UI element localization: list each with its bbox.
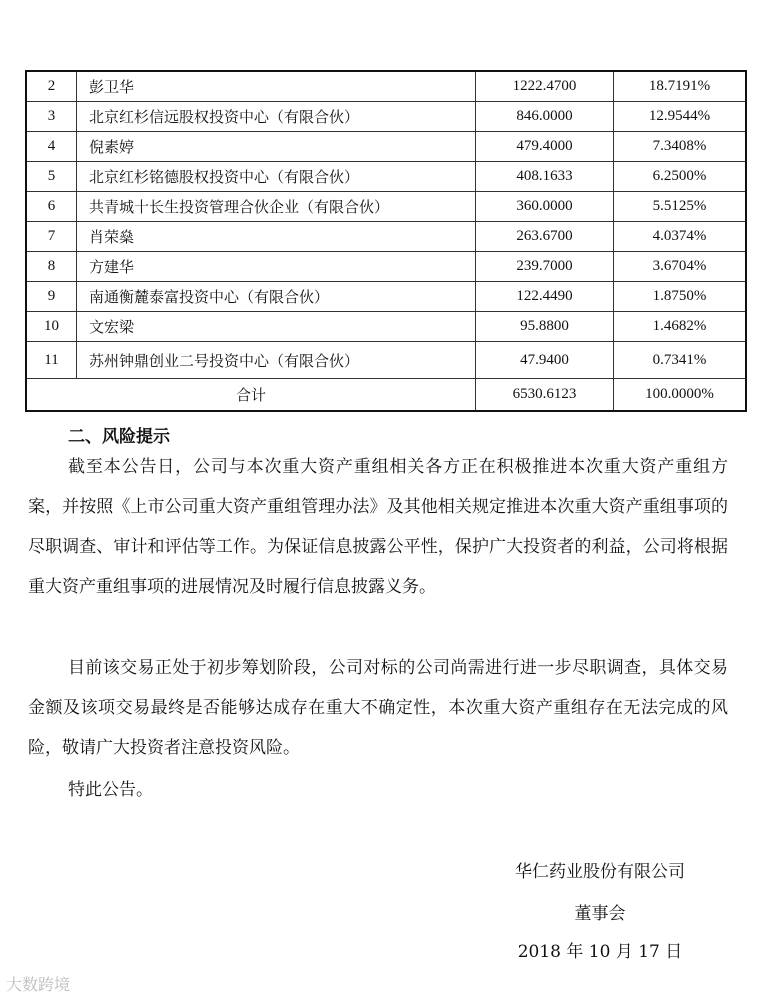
share-ratio: 3.6704% bbox=[614, 252, 747, 282]
table-row bbox=[26, 312, 746, 342]
shareholder-name: 北京红杉信远股权投资中心（有限合伙） bbox=[77, 102, 476, 132]
shareholder-name: 肖荣燊 bbox=[77, 222, 476, 252]
share-amount: 47.9400 bbox=[476, 342, 614, 379]
table-row bbox=[26, 252, 746, 282]
share-amount: 1222.4700 bbox=[476, 71, 614, 102]
total-label: 合计 bbox=[26, 379, 476, 412]
table-row bbox=[26, 162, 746, 192]
share-amount: 263.6700 bbox=[476, 222, 614, 252]
table-row bbox=[26, 102, 746, 132]
share-ratio: 4.0374% bbox=[614, 222, 747, 252]
table-row bbox=[26, 342, 746, 379]
company-name: 华仁药业股份有限公司 bbox=[515, 862, 685, 882]
table-row bbox=[26, 71, 746, 102]
share-amount: 239.7000 bbox=[476, 252, 614, 282]
shareholder-table bbox=[25, 70, 747, 412]
shareholder-name: 北京红杉铭德股权投资中心（有限合伙） bbox=[77, 162, 476, 192]
share-amount: 95.8800 bbox=[476, 312, 614, 342]
row-number: 5 bbox=[26, 162, 77, 192]
share-amount: 408.1633 bbox=[476, 162, 614, 192]
shareholder-name: 苏州钟鼎创业二号投资中心（有限合伙） bbox=[77, 342, 476, 379]
share-ratio: 0.7341% bbox=[614, 342, 747, 379]
watermark-logo: 大数跨境 bbox=[6, 975, 71, 994]
row-number: 6 bbox=[26, 192, 77, 222]
total-row bbox=[26, 379, 746, 412]
table-row bbox=[26, 192, 746, 222]
total-amount: 6530.6123 bbox=[476, 379, 614, 412]
board-name: 董事会 bbox=[574, 904, 626, 924]
share-ratio: 12.9544% bbox=[614, 102, 747, 132]
table-row bbox=[26, 132, 746, 162]
share-amount: 122.4490 bbox=[476, 282, 614, 312]
share-ratio: 1.8750% bbox=[614, 282, 747, 312]
row-number: 11 bbox=[26, 342, 77, 379]
paragraph-3: 特此公告。 bbox=[68, 780, 153, 800]
share-ratio: 5.5125% bbox=[614, 192, 747, 222]
row-number: 9 bbox=[26, 282, 77, 312]
share-ratio: 6.2500% bbox=[614, 162, 747, 192]
row-number: 10 bbox=[26, 312, 77, 342]
date: 2018 年 10 月 17 日 bbox=[517, 942, 683, 962]
section-heading: 二、风险提示 bbox=[68, 427, 170, 447]
row-number: 7 bbox=[26, 222, 77, 252]
shareholder-name: 南通衡麓泰富投资中心（有限合伙） bbox=[77, 282, 476, 312]
shareholder-name: 共青城十长生投资管理合伙企业（有限合伙） bbox=[77, 192, 476, 222]
shareholder-name: 文宏梁 bbox=[77, 312, 476, 342]
share-ratio: 18.7191% bbox=[614, 71, 747, 102]
paragraph-2: 目前该交易正处于初步筹划阶段，公司对标的公司尚需进行进一步尽职调查，具体交易金额及该项交易最终是否能够达成存在重大不确定性，本次重大资产重组存在无法完成的风险，敬请广大投资者注意投资风险。 bbox=[28, 658, 728, 758]
table-row bbox=[26, 282, 746, 312]
paragraph-1: 截至本公告日，公司与本次重大资产重组相关各方正在积极推进本次重大资产重组方案，并按照《上市公司重大资产重组管理办法》及其他相关规定推进本次重大资产重组事项的尽职调查、审计和评估等工作。为保证信息披露公平性，保护广大投资者的利益，公司将根据重大资产重组事项的进展情况及时履行信息披露义务。 bbox=[28, 457, 728, 597]
row-number: 2 bbox=[26, 71, 77, 102]
shareholder-name: 倪素婷 bbox=[77, 132, 476, 162]
total-ratio: 100.0000% bbox=[614, 379, 747, 412]
share-ratio: 1.4682% bbox=[614, 312, 747, 342]
share-amount: 360.0000 bbox=[476, 192, 614, 222]
row-number: 8 bbox=[26, 252, 77, 282]
row-number: 3 bbox=[26, 102, 77, 132]
shareholder-name: 彭卫华 bbox=[77, 71, 476, 102]
share-amount: 479.4000 bbox=[476, 132, 614, 162]
shareholder-name: 方建华 bbox=[77, 252, 476, 282]
share-amount: 846.0000 bbox=[476, 102, 614, 132]
row-number: 4 bbox=[26, 132, 77, 162]
table-row bbox=[26, 222, 746, 252]
share-ratio: 7.3408% bbox=[614, 132, 747, 162]
